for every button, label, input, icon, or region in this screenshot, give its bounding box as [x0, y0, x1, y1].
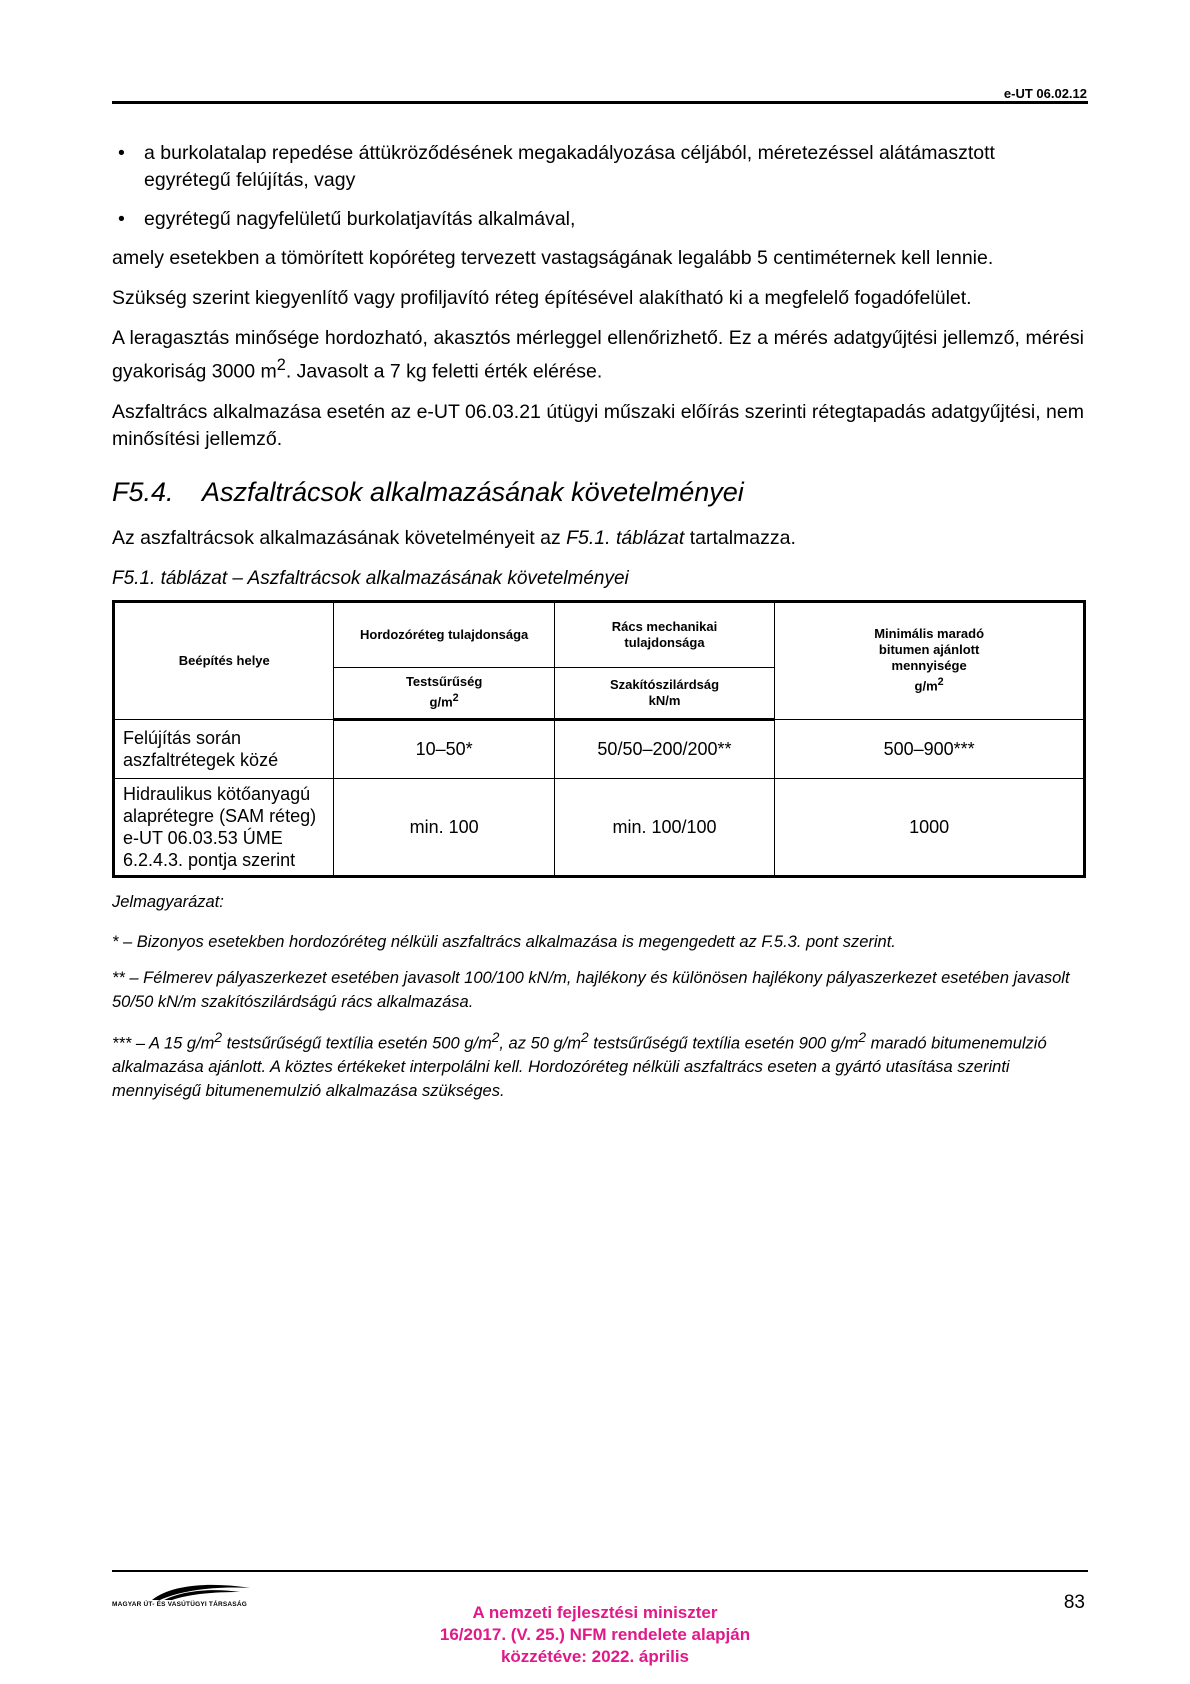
paragraph	[112, 525, 1084, 552]
requirements-table	[112, 600, 1086, 878]
legend-note: *** – A 15 $g/m^2$ testsűrűségű textília esetén 500 $g/m^2$, az 50 $g/m^2$ testsűrűségű textília esetén 900 $g/m^2$ maradó bitumenemulzió alkalmazása ajánlott. A köztes értékeket interpolálni kell. Hordozóréteg nélküli aszfaltrács eseten a gyártó utasítása szerinti mennyiségű bitumenemulzió alkalmazása szükséges.	[112, 1029, 1047, 1100]
table-row	[114, 719, 1085, 778]
col-header-carrier: Hordozóréteg tulajdonsága	[334, 601, 554, 667]
paragraph-text: . Javasolt a 7 kg feletti érték elérése.	[285, 360, 603, 383]
table-reference: F5.1. táblázat	[566, 526, 685, 549]
section-number: F5.4.	[112, 476, 174, 507]
paragraph-text: A leragasztás minősége hordozható, akasztós mérleggel ellenőrizhető. Ez a mérés adatgyűjtési jellemző, mérési gyakoriság 3000 m	[112, 327, 1084, 383]
table-cell-bitumen: 1000	[775, 778, 1085, 876]
company-name: MAGYAR ÚT- ÉS VASÚTÜGYI TÁRSASÁG	[112, 1601, 247, 1608]
table-cell-tensile: 50/50–200/200**	[554, 719, 774, 778]
col-header-location: Beépítés helye	[114, 601, 334, 719]
page-number: 83	[1063, 1592, 1085, 1613]
col-header-grid: Rács mechanikai tulajdonsága	[554, 601, 774, 667]
table-header-row	[114, 601, 1085, 667]
company-logo-icon	[112, 1578, 262, 1622]
paragraph: Aszfaltrács alkalmazása esetén az e-UT 06.03.21 útügyi műszaki előírás szerinti rétegtapadás adatgyűjtési, nem minősítési jellemző.	[112, 400, 1084, 450]
header-rule	[112, 101, 1088, 104]
table-cell-location: Felújítás során aszfaltrétegek közé	[114, 719, 334, 778]
superscript: 2	[276, 356, 286, 374]
publication-note: A nemzeti fejlesztési miniszter 16/2017. (V. 25.) NFM rendelete alapján közzétéve: 2022. április	[439, 1603, 751, 1666]
table-cell-tensile: min. 100/100	[554, 778, 774, 876]
table-cell-density: min. 100	[334, 778, 554, 876]
paragraph: amely esetekben a tömörített kopóréteg tervezett vastagságának legalább 5 centiméternek kell lennie.	[112, 247, 994, 269]
paragraph-text: tartalmazza.	[684, 526, 796, 549]
document-code: e-UT 06.02.12	[1003, 86, 1087, 101]
col-subheader-tensile: Szakítószilárdság kN/m	[554, 667, 774, 719]
table-cell-density: 10–50*	[334, 719, 554, 778]
paragraph: Szükség szerint kiegyenlítő vagy profiljavító réteg építésével alakítható ki a megfelelő fogadófelület.	[112, 287, 972, 309]
table-cell-bitumen: 500–900***	[775, 719, 1085, 778]
legend-note: * – Bizonyos esetekben hordozóréteg nélküli aszfaltrács alkalmazása is megengedett az F.5.3. pont szerint.	[112, 932, 896, 951]
main-content	[112, 140, 1084, 1115]
table-legend	[112, 890, 1084, 1104]
col-header-bitumen: Minimális maradó bitumen ajánlott mennyisége $g/m^2$	[775, 601, 1085, 719]
legend-title: Jelmagyarázat:	[112, 892, 224, 911]
bullet-text: egyrétegű nagyfelületű burkolatjavítás alkalmával,	[144, 208, 576, 230]
legend-note: ** – Félmerev pályaszerkezet esetében javasolt 100/100 kN/m, hajlékony és különösen hajlékony pályaszerkezet esetében javasolt 50/50 kN/m szakítószilárdságú rács alkalmazása.	[112, 968, 1070, 1011]
section-title: Aszfaltrácsok alkalmazásának követelményei	[202, 476, 744, 507]
bullet-item	[112, 206, 1084, 233]
bullet-item	[112, 140, 1084, 194]
bullet-dot-icon: •	[118, 208, 125, 230]
paragraph	[112, 325, 1084, 386]
col-subheader-density: Testsűrűség $g/m^2$	[334, 667, 554, 719]
paragraph-text: Az aszfaltrácsok alkalmazásának követelményeit az	[112, 526, 567, 549]
bullet-text: a burkolatalap repedése áttükröződésének megakadályozása céljából, méretezéssel alátámasztott egyrétegű felújítás, vagy	[144, 142, 995, 191]
section-heading	[112, 475, 1084, 509]
table-caption: F5.1. táblázat – Aszfaltrácsok alkalmazásának követelményei	[112, 567, 629, 589]
table-cell-location: Hidraulikus kötőanyagú alaprétegre (SAM réteg) e-UT 06.03.53 ÚME 6.2.4.3. pontja szerint	[114, 778, 334, 876]
bullet-dot-icon: •	[118, 142, 125, 164]
footer-rule	[112, 1570, 1088, 1572]
table-row	[114, 778, 1085, 876]
